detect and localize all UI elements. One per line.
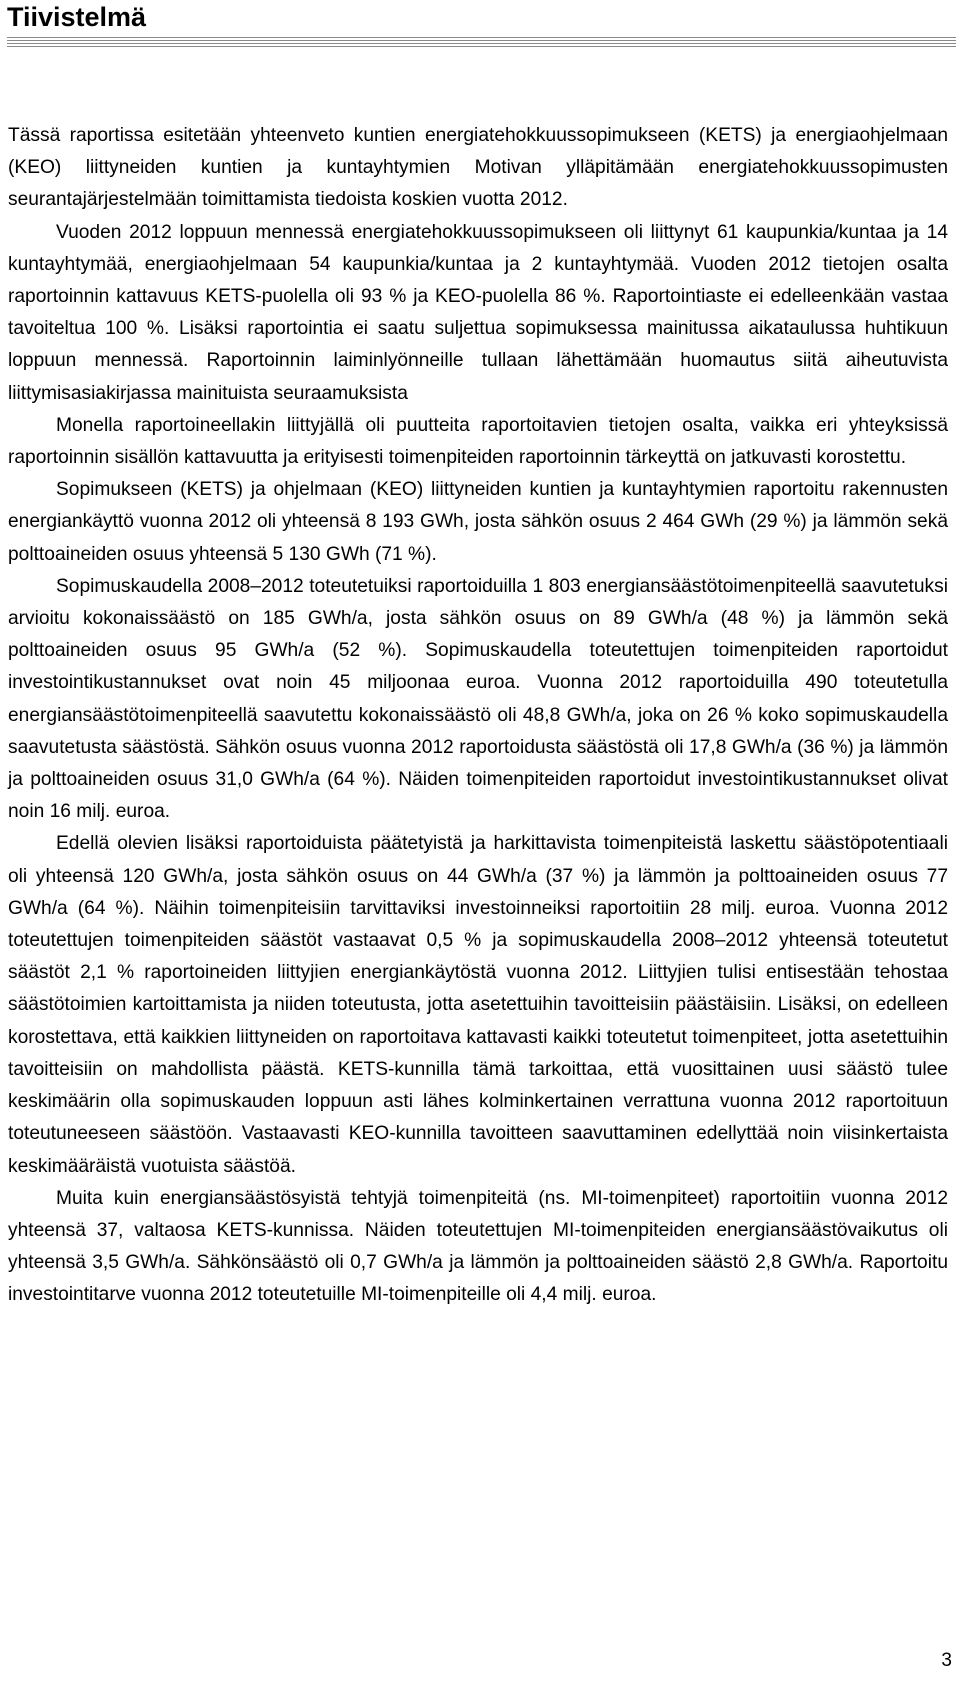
page-number: 3 xyxy=(941,1650,952,1671)
paragraph-energy-use: Sopimukseen (KETS) ja ohjelmaan (KEO) liittyneiden kuntien ja kuntayhtymien raportoitu rakennusten energiankäyttö vuonna 2012 oli yhteensä 8 193 GWh, josta sähkön osuus 2 464 GWh (29 %) ja lämmön sekä polttoaineiden osuus yhteensä 5 130 GWh (71 %). xyxy=(8,479,948,565)
paragraph-potential: Edellä olevien lisäksi raportoiduista päätetyistä ja harkittavista toimenpiteistä laskettu säästöpotentiaali oli yhteensä 120 GWh/a, josta sähkön osuus on 44 GWh/a (37 %) ja lämmön ja polttoaineiden osuus 77 GWh/a (64 %). Näihin toimenpiteisiin tarvittaviksi investoinneiksi raportoitiin 28 milj. euroa. Vuonna 2012 toteutettujen toimenpiteiden säästöt vastaavat 0,5 % ja sopimuskaudella 2008–2012 yhteensä toteutetut säästöt 2,1 % raportoineiden liittyjien energiankäytöstä vuonna 2012. Liittyjien tulisi entisestään tehostaa säästötoimien kartoittamista ja niiden toteutusta, jotta asetettuihin tavoitteisiin päästäisiin. Lisäksi, on edelleen korostettava, että kaikkien liittyneiden on raportoitava kattavasti kaikki toteutetut toimenpiteet, jotta asetettuihin tavoitteisiin on mahdollista päästä. KETS-kunnilla tämä tarkoittaa, että vuosittainen uusi säästö tulee keskimäärin olla sopimuskauden loppuun asti lähes kolminkertainen verrattuna vuonna 2012 raportoituun toteutuneeseen säästöön. Vastaavasti KEO-kunnilla tavoitteen saavuttaminen edellyttää noin viisinkertaista keskimääräistä vuotuista säästöä. xyxy=(8,833,948,1177)
paragraph-savings: Sopimuskaudella 2008–2012 toteutetuiksi raportoiduilla 1 803 energiansäästötoimenpiteellä saavutetuksi arvioitu kokonaissäästö on 185 GWh/a, josta sähkön osuus on 89 GWh/a (48 %) ja lämmön sekä polttoaineiden osuus 95 GWh/a (52 %). Sopimuskaudella toteutettujen toimenpiteiden raportoidut investointikustannukset ovat noin 45 miljoonaa euroa. Vuonna 2012 raportoiduilla 490 toteutetulla energiansäästötoimenpiteellä saavutettu kokonaissäästö oli 48,8 GWh/a, joka on 26 % koko sopimuskaudella saavutetusta säästöstä. Sähkön osuus vuonna 2012 raportoidusta säästöstä oli 17,8 GWh/a (36 %) ja lämmön ja polttoaineiden osuus 31,0 GWh/a (64 %). Näiden toimenpiteiden raportoidut investointikustannukset olivat noin 16 milj. euroa. xyxy=(8,575,948,823)
paragraph-reporting-gaps: Monella raportoineellakin liittyjällä oli puutteita raportoitavien tietojen osalta, vaikka eri yhteyksissä raportoinnin sisällön kattavuutta ja erityisesti toimenpiteiden raportoinnin tärkeyttä on jatkuvasti korostettu. xyxy=(8,414,948,469)
paragraph-mi-measures: Muita kuin energiansäästösyistä tehtyjä toimenpiteitä (ns. MI-toimenpiteet) raportoitiin vuonna 2012 yhteensä 37, valtaosa KETS-kunnissa. Näiden toteutettujen MI-toimenpiteiden energiansäästövaikutus oli yhteensä 3,5 GWh/a. Sähkönsäästö oli 0,7 GWh/a ja lämmön ja polttoaineiden säästö 2,8 GWh/a. Raportoitu investointitarve vuonna 2012 toteutetuille MI-toimenpiteille oli 4,4 milj. euroa. xyxy=(8,1187,948,1306)
summary-body xyxy=(8,120,948,1312)
paragraph-intro: Tässä raportissa esitetään yhteenveto kuntien energiatehokkuussopimukseen (KETS) ja energiaohjelmaan (KEO) liittyneiden kuntien ja kuntayhtymien Motivan ylläpitämään energiatehokkuussopimusten seurantajärjestelmään toimittamista tiedoista koskien vuotta 2012. xyxy=(8,125,948,211)
title-underline-rule xyxy=(7,35,956,47)
page-title: Tiivistelmä xyxy=(7,2,147,32)
paragraph-membership: Vuoden 2012 loppuun mennessä energiatehokkuussopimukseen oli liittynyt 61 kaupunkia/kuntaa ja 14 kuntayhtymää, energiaohjelmaan 54 kaupunkia/kuntaa ja 2 kuntayhtymää. Vuoden 2012 tietojen osalta raportoinnin kattavuus KETS-puolella oli 93 % ja KEO-puolella 86 %. Raportointiaste ei edelleenkään vastaa tavoiteltua 100 %. Lisäksi raportointia ei saatu suljettua sopimuksessa mainitussa aikataulussa huhtikuun loppuun mennessä. Raportoinnin laiminlyönneille tullaan lähettämään huomautus siitä aiheutuvista liittymisasiakirjassa mainituista seuraamuksista xyxy=(8,221,948,404)
